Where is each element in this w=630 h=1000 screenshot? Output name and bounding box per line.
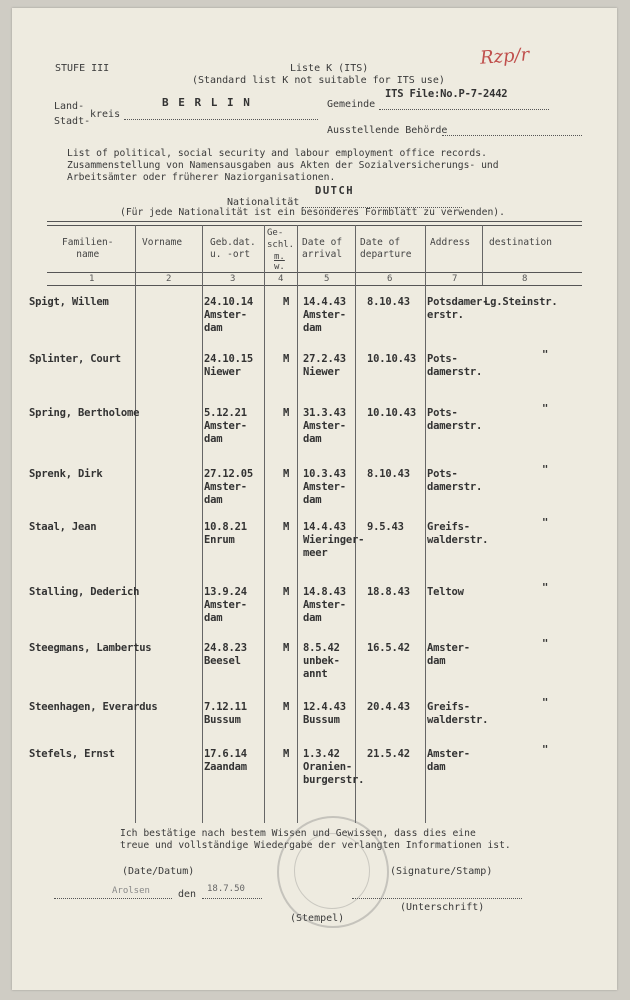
- cell-geschlecht: M: [283, 748, 290, 760]
- cell-destination: Lg.Steinstr.: [484, 296, 558, 308]
- stempel-label: (Stempel): [290, 913, 345, 924]
- col-number-8: 8: [522, 274, 528, 284]
- cell-address: Potsdamer- erstr.: [427, 296, 489, 321]
- header-geschlecht: Ge- schl.: [267, 228, 295, 250]
- cell-departure: 20.4.43: [367, 701, 410, 713]
- col-number-4: 4: [278, 274, 284, 284]
- col-divider-3: [264, 225, 265, 823]
- cell-address: Amster- dam: [427, 748, 470, 773]
- behoerde-label: Ausstellende Behörde: [327, 125, 448, 136]
- cell-arrival: 14.8.43 Amster- dam: [303, 586, 346, 624]
- table-number-line: [47, 285, 582, 286]
- col-number-7: 7: [452, 274, 458, 284]
- document-page: [12, 8, 617, 990]
- intro-line-2: Zusammenstellung von Namensausgaben aus Akten der Sozialversicherungs- und: [67, 160, 499, 171]
- cell-arrival: 14.4.43 Wieringer- meer: [303, 521, 365, 559]
- cell-destination: ": [542, 349, 549, 361]
- header-destination: destination: [489, 237, 552, 248]
- cell-geschlecht: M: [283, 701, 290, 713]
- kreis-dotline: [124, 119, 318, 120]
- cell-familienname: Spigt, Willem: [29, 296, 109, 308]
- header-address: Address: [430, 237, 471, 248]
- cell-geschlecht: M: [283, 468, 290, 480]
- gemeinde-label: Gemeinde: [327, 99, 376, 110]
- cell-departure: 10.10.43: [367, 353, 416, 365]
- cell-geburt: 7.12.11 Bussum: [204, 701, 247, 726]
- cell-arrival: 10.3.43 Amster- dam: [303, 468, 346, 506]
- header-arrival: Date of arrival: [302, 237, 343, 260]
- cell-arrival: 14.4.43 Amster- dam: [303, 296, 346, 334]
- cell-destination: ": [542, 697, 549, 709]
- cell-familienname: Steenhagen, Everardus: [29, 701, 158, 713]
- col-divider-6: [425, 225, 426, 823]
- col-divider-2: [202, 225, 203, 823]
- header-departure: Date of departure: [360, 237, 412, 260]
- cell-departure: 8.10.43: [367, 296, 410, 308]
- cell-address: Teltow: [427, 586, 464, 598]
- col-number-6: 6: [387, 274, 393, 284]
- stufe-label: STUFE III: [55, 63, 110, 74]
- cell-arrival: 1.3.42 Oranien- burgerstr.: [303, 748, 365, 786]
- cell-address: Pots- damerstr.: [427, 407, 483, 432]
- table-top-line: [47, 221, 582, 222]
- place-dotline: [54, 898, 172, 899]
- cell-familienname: Sprenk, Dirk: [29, 468, 103, 480]
- cell-geschlecht: M: [283, 353, 290, 365]
- liste-title: Liste K (ITS): [290, 63, 369, 74]
- cell-departure: 10.10.43: [367, 407, 416, 419]
- official-stamp-inner: [294, 833, 370, 909]
- cell-destination: ": [542, 744, 549, 756]
- kreis-label: kreis: [90, 109, 121, 120]
- cell-geschlecht: M: [283, 521, 290, 533]
- nationality-label: Nationalität: [227, 197, 300, 208]
- cell-familienname: Staal, Jean: [29, 521, 97, 533]
- cell-geburt: 5.12.21 Amster- dam: [204, 407, 247, 445]
- cell-departure: 16.5.42: [367, 642, 410, 654]
- liste-subtitle: (Standard list K not suitable for ITS use): [192, 75, 445, 86]
- col-number-3: 3: [230, 274, 236, 284]
- col-number-1: 1: [89, 274, 95, 284]
- cell-geburt: 24.10.15 Niewer: [204, 353, 253, 378]
- header-female: w.: [274, 262, 285, 272]
- den-label: den: [178, 889, 197, 900]
- its-file-number: ITS File:No.P-7-2442: [385, 88, 508, 100]
- cell-geburt: 24.10.14 Amster- dam: [204, 296, 253, 334]
- nationality-value: DUTCH: [315, 185, 355, 197]
- cell-address: Amster- dam: [427, 642, 470, 667]
- col-divider-1: [135, 225, 136, 823]
- cell-address: Pots- damerstr.: [427, 353, 483, 378]
- cell-geburt: 17.6.14 Zaandam: [204, 748, 247, 773]
- date-value: 18.7.50: [207, 884, 245, 894]
- cell-geschlecht: M: [283, 407, 290, 419]
- cell-geburt: 10.8.21 Enrum: [204, 521, 247, 546]
- stadt-label: Stadt-: [54, 116, 91, 127]
- gemeinde-dotline: [379, 109, 549, 110]
- behoerde-dotline: [442, 135, 582, 136]
- cell-familienname: Spring, Bertholome: [29, 407, 140, 419]
- col-divider-7: [482, 225, 483, 285]
- cell-geschlecht: M: [283, 296, 290, 308]
- cell-geschlecht: M: [283, 642, 290, 654]
- cell-familienname: Stefels, Ernst: [29, 748, 115, 760]
- col-number-2: 2: [166, 274, 172, 284]
- header-vorname: Vorname: [142, 237, 183, 248]
- header-geburt: Geb.dat. u. -ort: [210, 237, 256, 260]
- cell-departure: 21.5.42: [367, 748, 410, 760]
- cell-arrival: 27.2.43 Niewer: [303, 353, 346, 378]
- place-value: Arolsen: [112, 886, 150, 896]
- cell-destination: ": [542, 517, 549, 529]
- cell-address: Greifs- walderstr.: [427, 521, 489, 546]
- col-number-5: 5: [324, 274, 330, 284]
- cell-familienname: Steegmans, Lambertus: [29, 642, 152, 654]
- cell-departure: 9.5.43: [367, 521, 404, 533]
- unterschrift-label: (Unterschrift): [400, 902, 485, 913]
- cell-geburt: 13.9.24 Amster- dam: [204, 586, 247, 624]
- date-dotline: [202, 898, 262, 899]
- intro-line-1: List of political, social security and labour employment office records.: [67, 148, 487, 159]
- signature-label: (Signature/Stamp): [390, 866, 493, 877]
- cell-familienname: Splinter, Court: [29, 353, 121, 365]
- cell-geburt: 27.12.05 Amster- dam: [204, 468, 253, 506]
- cell-geburt: 24.8.23 Beesel: [204, 642, 247, 667]
- intro-line-3: Arbeitsämter oder früherer Naziorganisationen.: [67, 172, 336, 183]
- nationality-note: (Für jede Nationalität ist ein besonderes Formblatt zu verwenden).: [120, 207, 505, 218]
- cell-geschlecht: M: [283, 586, 290, 598]
- date-label: (Date/Datum): [122, 866, 195, 877]
- handwritten-note: Rzp/r: [479, 44, 530, 69]
- cell-arrival: 12.4.43 Bussum: [303, 701, 346, 726]
- cell-destination: ": [542, 638, 549, 650]
- header-male: m.: [274, 252, 285, 262]
- cell-arrival: 8.5.42 unbek- annt: [303, 642, 340, 680]
- cell-destination: ": [542, 464, 549, 476]
- confirm-line-1: Ich bestätige nach bestem Wissen und Gewissen, dass dies eine: [120, 828, 476, 839]
- cell-departure: 18.8.43: [367, 586, 410, 598]
- land-label: Land-: [54, 101, 85, 112]
- kreis-value: B E R L I N: [162, 96, 252, 109]
- confirm-line-2: treue und vollständige Wiedergabe der verlangten Informationen ist.: [120, 840, 511, 851]
- col-divider-4: [297, 225, 298, 823]
- table-header-line: [47, 272, 582, 273]
- cell-departure: 8.10.43: [367, 468, 410, 480]
- cell-destination: ": [542, 582, 549, 594]
- cell-familienname: Stalling, Dederich: [29, 586, 140, 598]
- cell-destination: ": [542, 403, 549, 415]
- cell-address: Greifs- walderstr.: [427, 701, 489, 726]
- table-top-line-2: [47, 225, 582, 226]
- cell-address: Pots- damerstr.: [427, 468, 483, 493]
- header-familienname: Familien- name: [62, 237, 114, 260]
- cell-arrival: 31.3.43 Amster- dam: [303, 407, 346, 445]
